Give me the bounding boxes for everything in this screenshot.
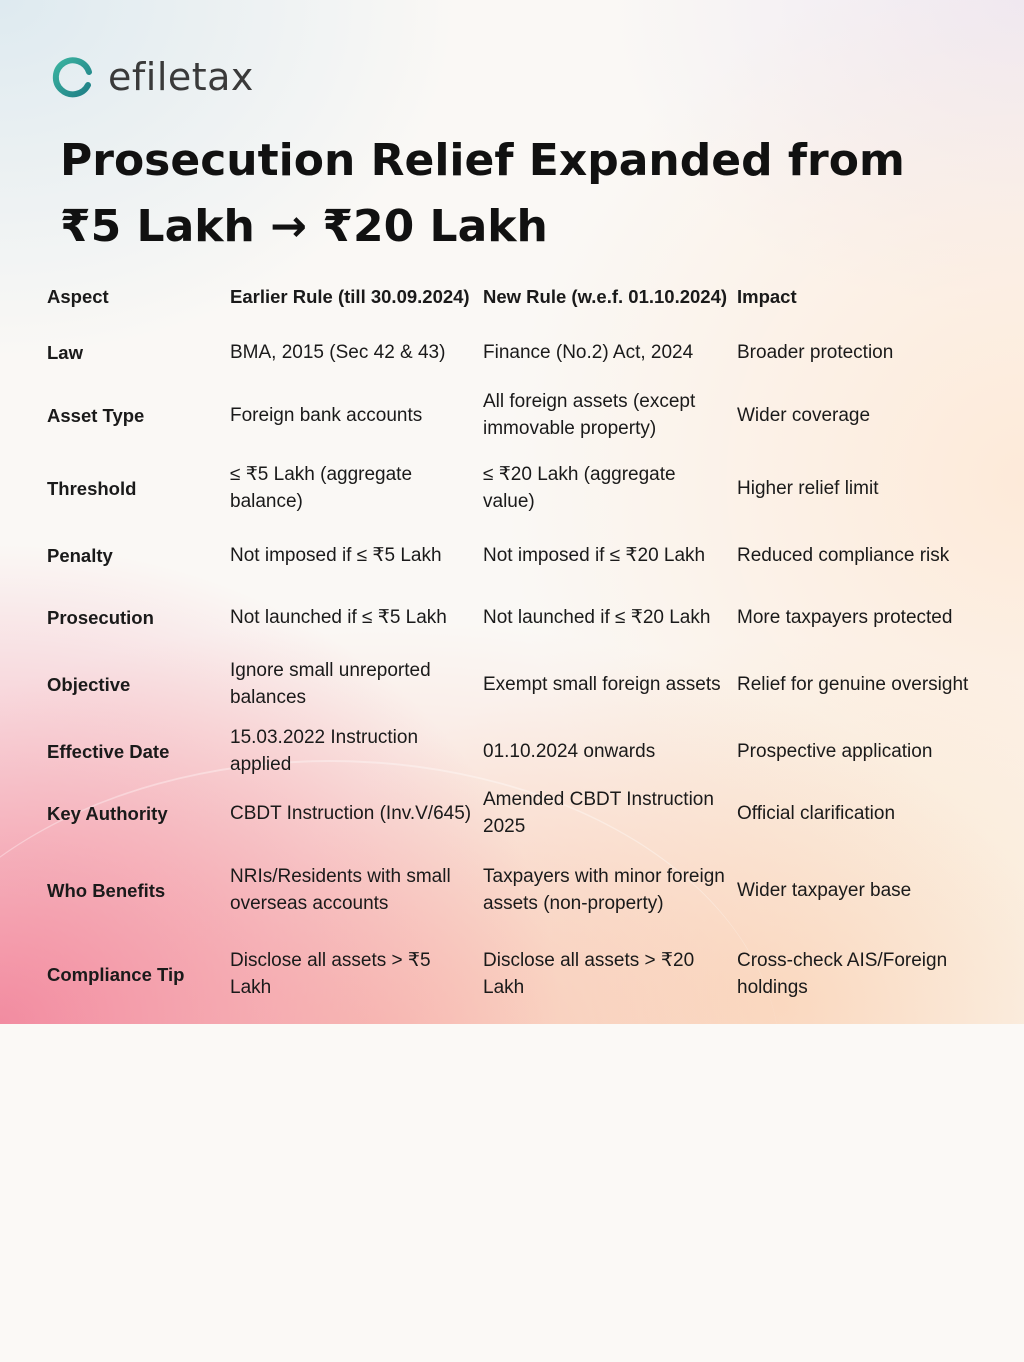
row-aspect: Asset Type bbox=[47, 404, 145, 426]
row-earlier-rule: NRIs/Residents with small overseas accounts bbox=[230, 866, 451, 914]
row-earlier-rule: ≤ ₹5 Lakh (aggregate balance) bbox=[230, 464, 413, 512]
row-earlier-rule: Foreign bank accounts bbox=[230, 404, 423, 426]
row-new-rule: Not imposed if ≤ ₹20 Lakh bbox=[483, 544, 706, 566]
table-row bbox=[0, 588, 1024, 646]
row-impact: More taxpayers protected bbox=[737, 606, 953, 628]
row-new-rule: Exempt small foreign assets bbox=[483, 673, 721, 695]
row-earlier-rule: CBDT Instruction (Inv.V/645) bbox=[230, 802, 472, 824]
table-row bbox=[0, 526, 1024, 584]
table-row bbox=[0, 848, 1024, 932]
row-earlier-rule: Ignore small unreported balances bbox=[230, 660, 431, 708]
row-impact: Wider taxpayer base bbox=[737, 879, 912, 901]
row-impact: Relief for genuine oversight bbox=[737, 673, 969, 695]
table-row bbox=[0, 655, 1024, 713]
row-new-rule: 01.10.2024 onwards bbox=[483, 740, 656, 762]
row-aspect: Law bbox=[47, 341, 83, 363]
brand-logo bbox=[50, 52, 254, 102]
row-aspect: Effective Date bbox=[47, 740, 170, 762]
row-new-rule: Taxpayers with minor foreign assets (non-property) bbox=[483, 866, 725, 914]
row-impact: Prospective application bbox=[737, 740, 933, 762]
row-impact: Reduced compliance risk bbox=[737, 544, 950, 566]
brand-name: efiletax bbox=[108, 55, 254, 99]
row-impact: Higher relief limit bbox=[737, 477, 879, 499]
row-impact: Broader protection bbox=[737, 341, 894, 363]
row-aspect: Threshold bbox=[47, 477, 137, 499]
row-new-rule: Disclose all assets > ₹20 Lakh bbox=[483, 950, 695, 998]
row-new-rule: All foreign assets (except immovable property) bbox=[483, 391, 696, 439]
row-aspect: Penalty bbox=[47, 544, 113, 566]
row-aspect: Key Authority bbox=[47, 802, 168, 824]
table-row bbox=[0, 945, 1024, 1003]
column-header-new-rule: New Rule (w.e.f. 01.10.2024) bbox=[483, 285, 728, 307]
row-aspect: Objective bbox=[47, 673, 131, 695]
row-aspect: Compliance Tip bbox=[47, 963, 185, 985]
row-impact: Wider coverage bbox=[737, 404, 871, 426]
row-new-rule: ≤ ₹20 Lakh (aggregate value) bbox=[483, 464, 676, 512]
table-row bbox=[0, 722, 1024, 780]
table-row bbox=[0, 386, 1024, 444]
column-header-impact: Impact bbox=[737, 285, 797, 307]
table-header-row bbox=[0, 266, 1024, 326]
e-logo-icon bbox=[50, 55, 94, 99]
row-aspect: Who Benefits bbox=[47, 879, 166, 901]
row-impact: Cross-check AIS/Foreign holdings bbox=[737, 950, 948, 998]
table-row bbox=[0, 459, 1024, 517]
row-new-rule: Finance (No.2) Act, 2024 bbox=[483, 341, 694, 363]
row-impact: Official clarification bbox=[737, 802, 896, 824]
row-aspect: Prosecution bbox=[47, 606, 154, 628]
row-earlier-rule: Not imposed if ≤ ₹5 Lakh bbox=[230, 544, 442, 566]
table-row bbox=[0, 784, 1024, 842]
row-earlier-rule: Not launched if ≤ ₹5 Lakh bbox=[230, 606, 447, 628]
page-title: Prosecution Relief Expanded from ₹5 Lakh → ₹20 Lakh bbox=[60, 135, 905, 252]
table-row bbox=[0, 334, 1024, 370]
column-header-aspect: Aspect bbox=[47, 285, 109, 307]
row-earlier-rule: BMA, 2015 (Sec 42 & 43) bbox=[230, 341, 446, 363]
row-earlier-rule: Disclose all assets > ₹5 Lakh bbox=[230, 950, 431, 998]
row-new-rule: Amended CBDT Instruction 2025 bbox=[483, 789, 714, 837]
column-header-earlier-rule: Earlier Rule (till 30.09.2024) bbox=[230, 285, 470, 307]
row-new-rule: Not launched if ≤ ₹20 Lakh bbox=[483, 606, 711, 628]
row-earlier-rule: 15.03.2022 Instruction applied bbox=[230, 727, 419, 775]
